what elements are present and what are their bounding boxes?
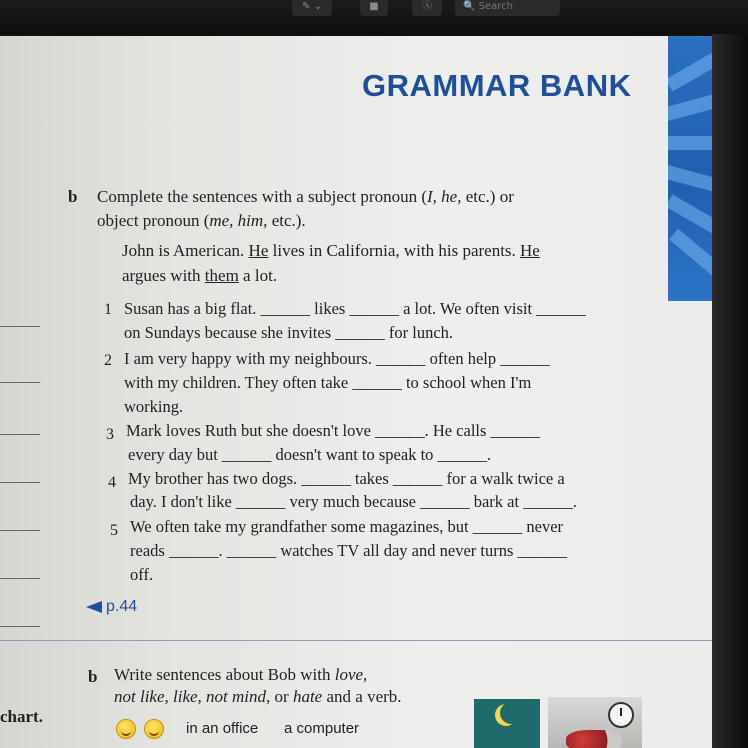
exercise-letter: b — [88, 667, 98, 686]
answer-line — [0, 482, 40, 483]
markup-button[interactable] — [412, 0, 442, 16]
item-line: My brother has two dogs. ______ takes ______ for a walk twice a — [128, 469, 565, 488]
item-number: 3 — [106, 426, 114, 443]
row-thing: a computer — [284, 720, 360, 737]
item-line: reads ______. ______ watches TV all day and never turns ______ — [130, 541, 568, 560]
markup-icon: Ⓐ — [422, 1, 432, 12]
instruction-line-1: Write sentences about Bob with love, — [114, 665, 368, 684]
item-line: working. — [124, 397, 184, 416]
exercise-letter: b — [68, 187, 78, 206]
item-line: every day but ______ doesn't want to speak to ______. — [128, 445, 492, 464]
example-line-2: argues with them a lot. — [122, 266, 278, 285]
arrow-left-icon — [86, 601, 102, 613]
row-place: in an office — [186, 720, 259, 737]
smiley-icon — [116, 719, 136, 739]
item-line: off. — [130, 565, 154, 584]
page-reference-link[interactable] — [86, 598, 137, 616]
answer-line — [0, 530, 40, 531]
answer-line — [0, 434, 40, 435]
square-icon: ■ — [369, 1, 379, 12]
page-title: GRAMMAR BANK — [362, 68, 632, 103]
answer-line — [0, 382, 40, 383]
item-number: 2 — [104, 352, 112, 369]
chart-fragment: chart. — [0, 707, 43, 726]
item-line: We often take my grandfather some magazines, but ______ never — [130, 517, 564, 536]
item-number: 4 — [108, 474, 116, 491]
decorative-blue-stripe — [668, 36, 712, 301]
item-line: day. I don't like ______ very much because ______ bark at ______. — [130, 492, 577, 511]
section-divider — [0, 640, 712, 641]
instruction-line-2: not like, like, not mind, or hate and a verb. — [114, 687, 402, 706]
item-line: on Sundays because she invites ______ for lunch. — [124, 323, 454, 342]
page-reference-label: p.44 — [106, 598, 138, 615]
item-line: I am very happy with my neighbours. ______ often help ______ — [124, 349, 550, 368]
instruction-line-2: object pronoun (me, him, etc.). — [97, 211, 306, 230]
search-placeholder: Search — [478, 1, 513, 12]
food-icon — [566, 730, 622, 748]
moon-icon — [500, 702, 522, 724]
screen-toolbar — [0, 0, 748, 34]
share-button[interactable] — [360, 0, 388, 16]
instruction-line-1: Complete the sentences with a subject pronoun (I, he, etc.) or — [97, 187, 514, 206]
search-input[interactable]: 🔍 Search — [455, 0, 560, 16]
clock-icon — [608, 702, 634, 728]
answer-line — [0, 326, 40, 327]
smiley-icon — [144, 719, 164, 739]
item-line: with my children. They often take ______ to school when I'm — [124, 373, 532, 392]
pen-tool-button[interactable] — [292, 0, 332, 16]
pen-icon: ✎ ⌄ — [302, 1, 322, 12]
answer-line — [0, 578, 40, 579]
screen-bezel — [712, 34, 748, 748]
item-line: Susan has a big flat. ______ likes ______ a lot. We often visit ______ — [124, 299, 586, 318]
item-number: 1 — [104, 301, 112, 318]
textbook-page — [0, 36, 712, 748]
example-line-1: John is American. He lives in California, with his parents. He — [122, 241, 540, 260]
item-line: Mark loves Ruth but she doesn't love ______. He calls ______ — [126, 421, 541, 440]
item-number: 5 — [110, 522, 118, 539]
answer-line — [0, 626, 40, 627]
